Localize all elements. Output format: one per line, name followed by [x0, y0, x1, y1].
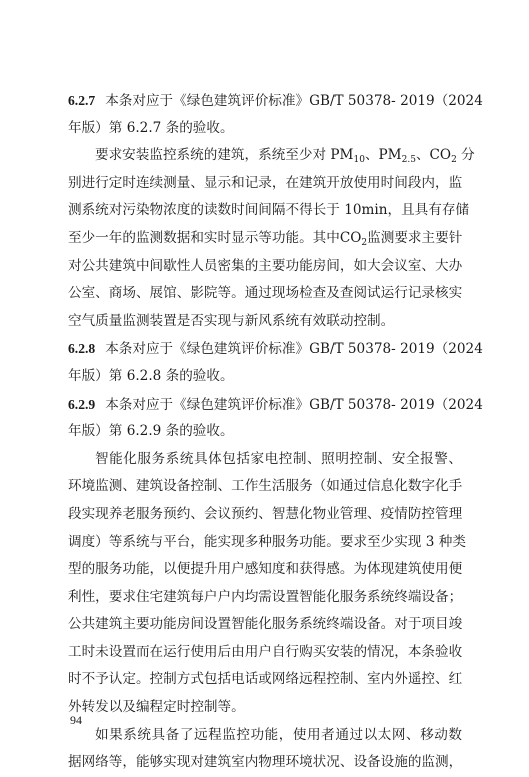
remote-paragraph-line-2: 据网络等，能够实现对建筑室内物理环境状况、设备设施的监测，	[68, 754, 463, 771]
monitoring-paragraph-line-7: 空气质量监测装置是否实现与新风系统有效联动控制。	[68, 312, 395, 329]
service-paragraph-line-6: 利性，要求住宅建筑每户户内均需设置智能化服务系统终端设备；	[68, 588, 463, 605]
monitoring-paragraph-line-3: 测系统对污染物浓度的读数时间间隔不得长于 10min，且具有存储	[68, 202, 470, 219]
monitoring-paragraph-line-6: 公室、商场、展馆、影院等。通过现场检查及查阅试运行记录核实	[68, 285, 463, 302]
clause-text: 本条对应于《绿色建筑评价标准》GB/T 50378- 2019（2024	[105, 93, 483, 109]
service-paragraph-line-8: 工时未设置而在运行使用后由用户自行购买安装的情况，本条验收	[68, 643, 463, 660]
service-paragraph-line-1: 智能化服务系统具体包括家电控制、照明控制、安全报警、	[95, 450, 462, 467]
clause-6-2-7-line-1	[68, 87, 483, 115]
monitoring-paragraph-line-2: 别进行定时连续测量、显示和记录，在建筑开放使用时间段内，监	[68, 174, 463, 191]
service-paragraph-line-9: 时不予认定。控制方式包括电话或网络远程控制、室内外遥控、红	[68, 671, 463, 688]
monitoring-paragraph-line-4: 至少一年的监测数据和实时显示等功能。其中$CO_2$监测要求主要针	[68, 229, 463, 248]
clause-text: 本条对应于《绿色建筑评价标准》GB/T 50378- 2019（2024	[105, 396, 483, 413]
clause-text: 本条对应于《绿色建筑评价标准》GB/T 50378- 2019（2024	[105, 341, 483, 358]
clause-6-2-7-line-2: 年版）第 6.2.7 条的验收。	[68, 119, 234, 136]
clause-6-2-8-line-2: 年版）第 6.2.8 条的验收。	[68, 367, 234, 384]
clause-6-2-9-line-1	[68, 391, 483, 419]
service-paragraph-line-3: 段实现养老服务预约、会议预约、智慧化物业管理、疫情防控管理	[68, 505, 463, 522]
clause-number: 6.2.9	[68, 396, 96, 412]
monitoring-paragraph-line-5: 对公共建筑中间歇性人员密集的主要功能房间，如大会议室、大办	[68, 257, 463, 274]
service-paragraph-line-2: 环境监测、建筑设备控制、工作生活服务（如通过信息化数字化手	[68, 478, 463, 495]
page-number: 94	[70, 713, 82, 727]
document-body	[68, 87, 483, 777]
monitoring-paragraph-line-1: 要求安装监控系统的建筑，系统至少对 $PM_{10}$、$PM_{2.5}$、$CO_2$ 分	[95, 147, 475, 166]
service-paragraph-line-4: 调度）等系统与平台，能实现多种服务功能。要求至少实现 3 种类	[68, 533, 466, 550]
service-paragraph-line-10: 外转发以及编程定时控制等。	[68, 699, 245, 716]
clause-6-2-8-line-1	[68, 335, 483, 363]
service-paragraph-line-7: 公共建筑主要功能房间设置智能化服务系统终端设备。对于项目竣	[68, 616, 463, 633]
clause-number: 6.2.7	[68, 93, 96, 108]
clause-number: 6.2.8	[68, 341, 96, 357]
clause-6-2-9-line-2: 年版）第 6.2.9 条的验收。	[68, 423, 234, 440]
remote-paragraph-line-1: 如果系统具备了远程监控功能，使用者通过以太网、移动数	[95, 726, 462, 743]
service-paragraph-line-5: 型的服务功能，以便提升用户感知度和获得感。为体现建筑使用便	[68, 561, 463, 578]
